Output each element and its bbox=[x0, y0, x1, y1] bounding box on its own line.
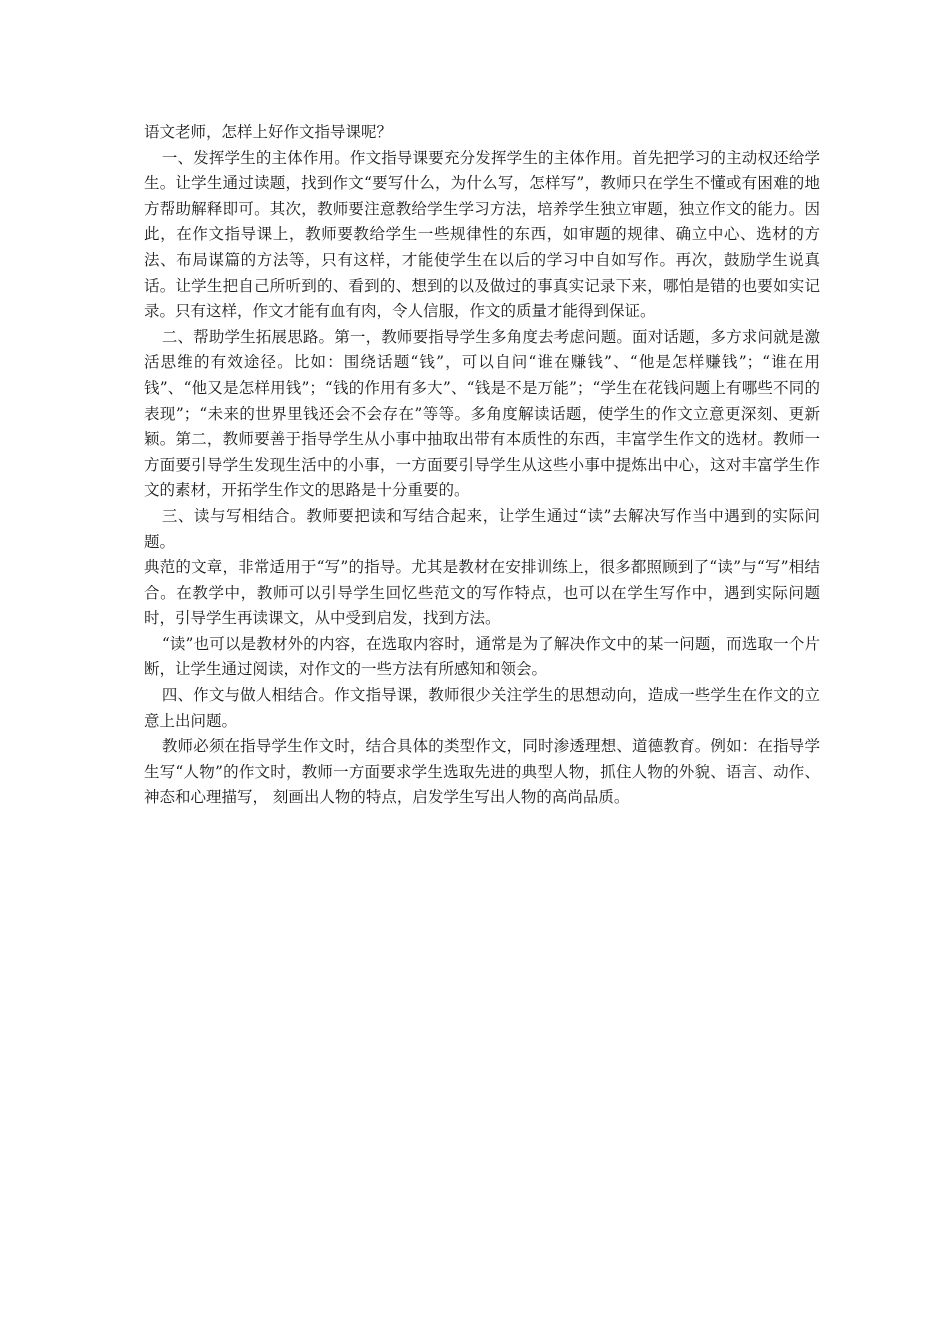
document-title: 语文老师，怎样上好作文指导课呢？ bbox=[144, 123, 393, 141]
paragraph-6: 四、作文与做人相结合。作文指导课，教师很少关注学生的思想动向，造成一些学生在作文的立意上出问题。 bbox=[144, 686, 820, 730]
paragraph-1: 一、发挥学生的主体作用。作文指导课要充分发挥学生的主体作用。首先把学习的主动权还给学生。让学生通过读题，找到作文“要写什么，为什么写，怎样写”，教师只在学生不懂或有困难的地方帮助解释即可。其次，教师要注意教给学生学习方法，培养学生独立审题，独立作文的能力。因此，在作文指导课上，教师要教给学生一些规律性的东西，如审题的规律、确立中心、选材的方法、布局谋篇的方法等，只有这样，才能使学生在以后的学习中自如写作。再次，鼓励学生说真话。让学生把自己所听到的、看到的、想到的以及做过的事真实记录下来，哪怕是错的也要如实记录。只有这样，作文才能有血有肉，令人信服，作文的质量才能得到保证。 bbox=[144, 148, 820, 321]
paragraph-4: 典范的文章，非常适用于“写”的指导。尤其是教材在安排训练上，很多都照顾到了“读”与“写”相结合。在教学中，教师可以引导学生回忆些范文的写作特点，也可以在学生写作中，遇到实际问题时，引导学生再读课文，从中受到启发，找到方法。 bbox=[144, 558, 820, 628]
paragraph-3: 三、读与写相结合。教师要把读和写结合起来，让学生通过“读”去解决写作当中遇到的实际问题。 bbox=[144, 506, 820, 551]
paragraph-2: 二、帮助学生拓展思路。第一，教师要指导学生多角度去考虑问题。面对话题，多方求问就是激活思维的有效途径。比如：围绕话题“钱”，可以自问“谁在赚钱”、“他是怎样赚钱”；“谁在用钱”、“他又是怎样用钱”；“钱的作用有多大”、“钱是不是万能”；“学生在花钱问题上有哪些不同的表现”；“未来的世界里钱还会不会存在”等等。多角度解读话题，使学生的作文立意更深刻、更新颖。第二，教师要善于指导学生从小事中抽取出带有本质性的东西，丰富学生作文的选材。教师一方面要引导学生发现生活中的小事，一方面要引导学生从这些小事中提炼出中心，这对丰富学生作文的素材，开拓学生作文的思路是十分重要的。 bbox=[144, 327, 820, 500]
document-body bbox=[144, 120, 820, 811]
paragraph-5: “读”也可以是教材外的内容，在选取内容时，通常是为了解决作文中的某一问题，而选取一个片断，让学生通过阅读，对作文的一些方法有所感知和领会。 bbox=[144, 634, 820, 679]
paragraph-7: 教师必须在指导学生作文时，结合具体的类型作文，同时渗透理想、道德教育。例如：在指导学生写“人物”的作文时，教师一方面要求学生选取先进的典型人物，抓住人物的外貌、语言、动作、神态和心理描写， 刻画出人物的特点，启发学生写出人物的高尚品质。 bbox=[144, 737, 820, 807]
